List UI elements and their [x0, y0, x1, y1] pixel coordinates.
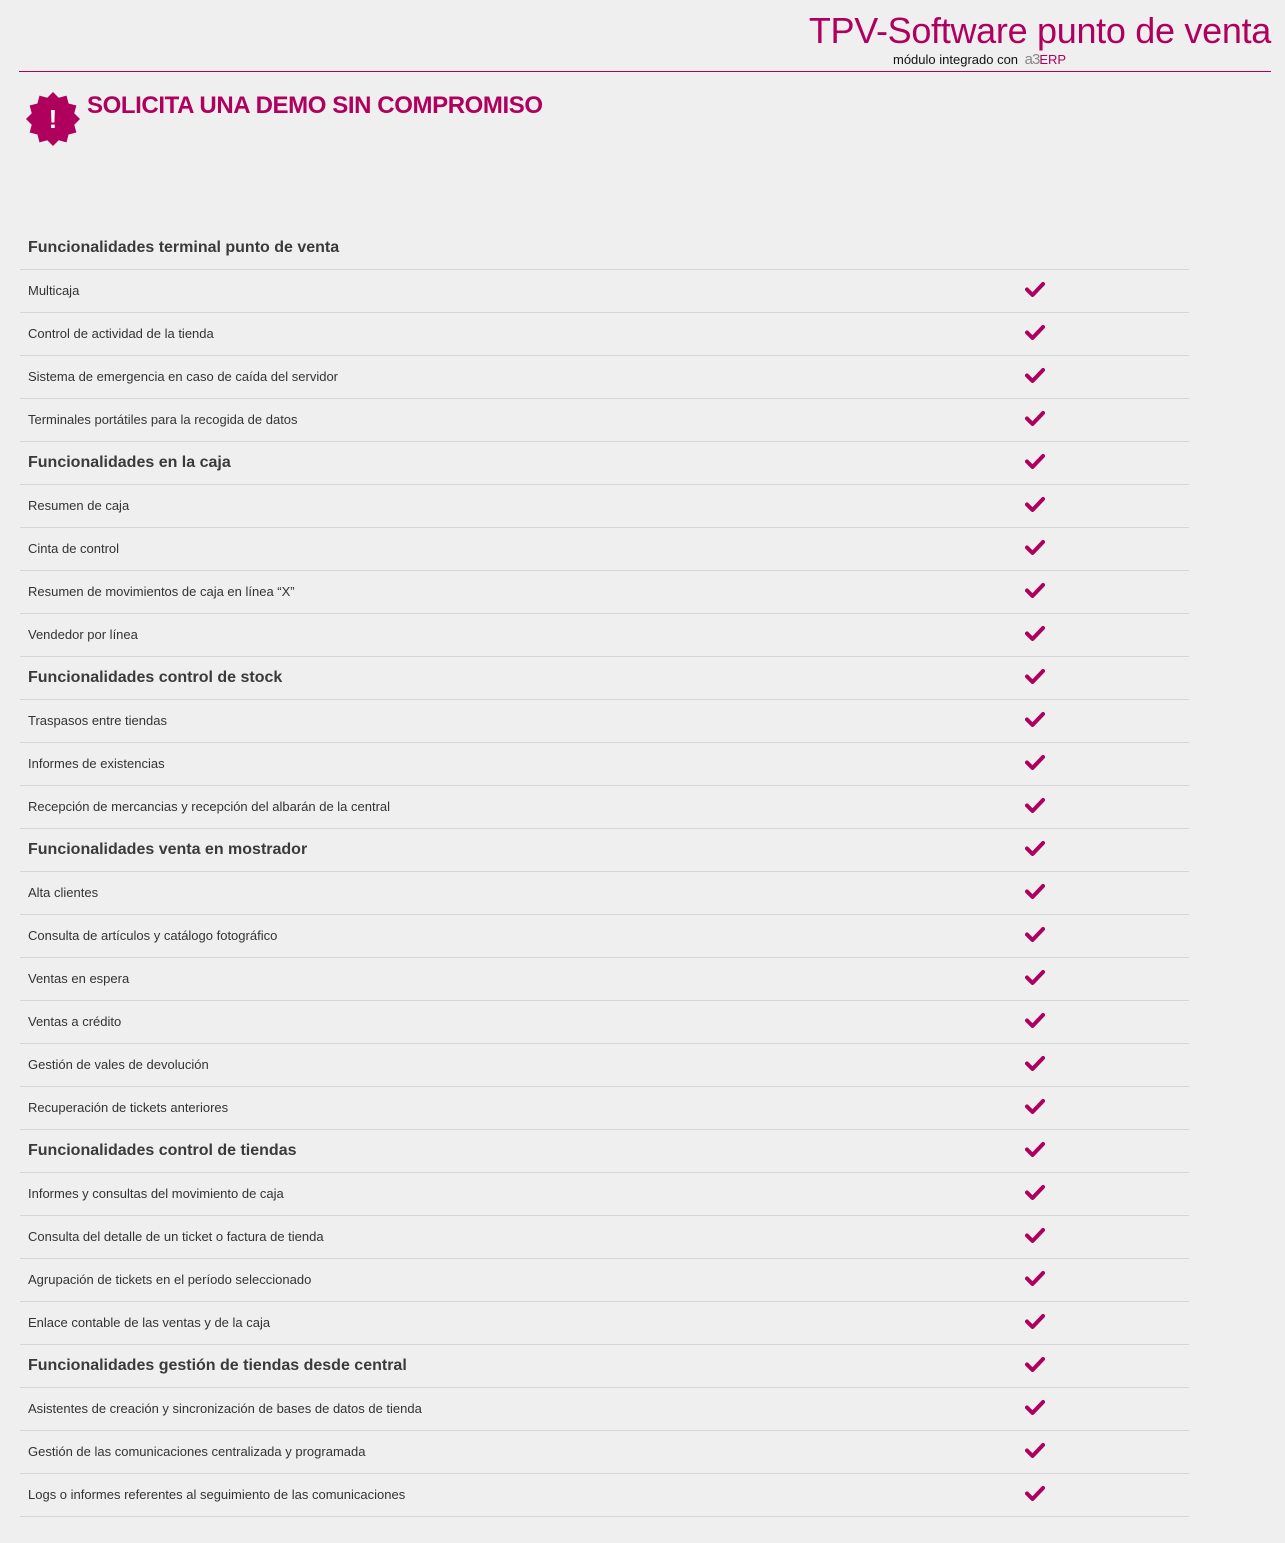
- feature-label: Alta clientes: [28, 885, 99, 900]
- checkmark-icon: [1025, 883, 1045, 901]
- checkmark-icon: [1025, 1141, 1045, 1159]
- feature-section-title: Funcionalidades control de tiendas: [28, 1142, 297, 1159]
- feature-row: [20, 270, 1189, 313]
- feature-row: [20, 1001, 1189, 1044]
- feature-section-title: Funcionalidades control de stock: [28, 669, 283, 686]
- checkmark-icon: [1025, 926, 1045, 944]
- feature-label: Control de actividad de la tienda: [28, 326, 214, 341]
- checkmark-icon: [1025, 625, 1045, 643]
- feature-section-row: [20, 227, 1189, 270]
- feature-section-row: [20, 1345, 1189, 1388]
- feature-label: Agrupación de tickets en el período seleccionado: [28, 1272, 312, 1287]
- checkmark-icon: [1025, 840, 1045, 858]
- checkmark-icon: [1025, 711, 1045, 729]
- checkmark-icon: [1025, 1227, 1045, 1245]
- feature-row: [20, 485, 1189, 528]
- checkmark-icon: [1025, 1313, 1045, 1331]
- checkmark-icon: [1025, 410, 1045, 428]
- feature-row: [20, 1216, 1189, 1259]
- feature-row: [20, 1173, 1189, 1216]
- feature-section-title: Funcionalidades gestión de tiendas desde central: [28, 1357, 407, 1374]
- header-divider: [19, 71, 1271, 72]
- feature-row: [20, 528, 1189, 571]
- checkmark-icon: [1025, 496, 1045, 514]
- feature-row: [20, 743, 1189, 786]
- feature-label: Recuperación de tickets anteriores: [28, 1100, 229, 1115]
- feature-label: Informes de existencias: [28, 756, 165, 771]
- feature-row: [20, 700, 1189, 743]
- feature-label: Consulta de artículos y catálogo fotográfico: [28, 928, 278, 943]
- feature-label: Sistema de emergencia en caso de caída del servidor: [28, 369, 339, 384]
- feature-row: [20, 614, 1189, 657]
- feature-label: Informes y consultas del movimiento de caja: [28, 1186, 284, 1201]
- feature-row: [20, 872, 1189, 915]
- feature-section-title: Funcionalidades venta en mostrador: [28, 841, 308, 858]
- feature-label: Terminales portátiles para la recogida de datos: [28, 412, 298, 427]
- erp-logo-text: ERP: [1039, 52, 1067, 67]
- feature-label: Traspasos entre tiendas: [28, 713, 167, 728]
- feature-label: Gestión de las comunicaciones centralizada y programada: [28, 1444, 366, 1459]
- checkmark-icon: [1025, 797, 1045, 815]
- feature-section-row: [20, 1130, 1189, 1173]
- feature-label: Logs o informes referentes al seguimiento de las comunicaciones: [28, 1487, 406, 1502]
- checkmark-icon: [1025, 1184, 1045, 1202]
- checkmark-icon: [1025, 1442, 1045, 1460]
- checkmark-icon: [1025, 281, 1045, 299]
- feature-label: Ventas a crédito: [28, 1014, 122, 1029]
- feature-row: [20, 313, 1189, 356]
- feature-row: [20, 399, 1189, 442]
- feature-label: Resumen de movimientos de caja en línea “X”: [28, 584, 295, 599]
- checkmark-icon: [1025, 367, 1045, 385]
- checkmark-icon: [1025, 539, 1045, 557]
- feature-row: [20, 1302, 1189, 1345]
- checkmark-icon: [1025, 453, 1045, 471]
- feature-label: Resumen de caja: [28, 498, 130, 513]
- alert-badge-symbol: !: [48, 104, 58, 134]
- checkmark-icon: [1025, 668, 1045, 686]
- feature-row: [20, 356, 1189, 399]
- subtitle-text: módulo integrado con: [893, 52, 1019, 67]
- feature-row: [20, 1044, 1189, 1087]
- feature-label: Ventas en espera: [28, 971, 130, 986]
- feature-label: Recepción de mercancias y recepción del albarán de la central: [28, 799, 391, 814]
- feature-row: [20, 1431, 1189, 1474]
- checkmark-icon: [1025, 1055, 1045, 1073]
- feature-section-row: [20, 657, 1189, 700]
- feature-row: [20, 1259, 1189, 1302]
- checkmark-icon: [1025, 1012, 1045, 1030]
- header-subtitle: [893, 51, 1066, 68]
- alert-badge-icon: [26, 92, 80, 146]
- demo-request-label[interactable]: SOLICITA UNA DEMO SIN COMPROMISO: [87, 92, 543, 119]
- checkmark-icon: [1025, 1399, 1045, 1417]
- feature-row: [20, 915, 1189, 958]
- feature-label: Consulta del detalle de un ticket o factura de tienda: [28, 1229, 324, 1244]
- checkmark-icon: [1025, 1098, 1045, 1116]
- feature-section-row: [20, 829, 1189, 872]
- feature-label: Vendedor por línea: [28, 627, 138, 642]
- feature-row: [20, 1388, 1189, 1431]
- checkmark-icon: [1025, 582, 1045, 600]
- feature-section-title: Funcionalidades terminal punto de venta: [28, 239, 340, 256]
- feature-row: [20, 571, 1189, 614]
- checkmark-icon: [1025, 1356, 1045, 1374]
- feature-label: Multicaja: [28, 283, 80, 298]
- feature-section-row: [20, 442, 1189, 485]
- checkmark-icon: [1025, 969, 1045, 987]
- feature-label: Asistentes de creación y sincronización de bases de datos de tienda: [28, 1401, 422, 1416]
- a3-logo-mark: a3: [1024, 51, 1040, 68]
- page-header: [0, 0, 1285, 72]
- checkmark-icon: [1025, 324, 1045, 342]
- feature-label: Gestión de vales de devolución: [28, 1057, 209, 1072]
- feature-table: [20, 227, 1189, 1517]
- feature-section-title: Funcionalidades en la caja: [28, 454, 231, 471]
- feature-row: [20, 958, 1189, 1001]
- feature-label: Cinta de control: [28, 541, 120, 556]
- feature-row: [20, 1087, 1189, 1130]
- checkmark-icon: [1025, 1485, 1045, 1503]
- feature-row: [20, 1474, 1189, 1517]
- feature-label: Enlace contable de las ventas y de la caja: [28, 1315, 271, 1330]
- checkmark-icon: [1025, 1270, 1045, 1288]
- feature-row: [20, 786, 1189, 829]
- page-title: TPV-Software punto de venta: [808, 10, 1271, 51]
- checkmark-icon: [1025, 754, 1045, 772]
